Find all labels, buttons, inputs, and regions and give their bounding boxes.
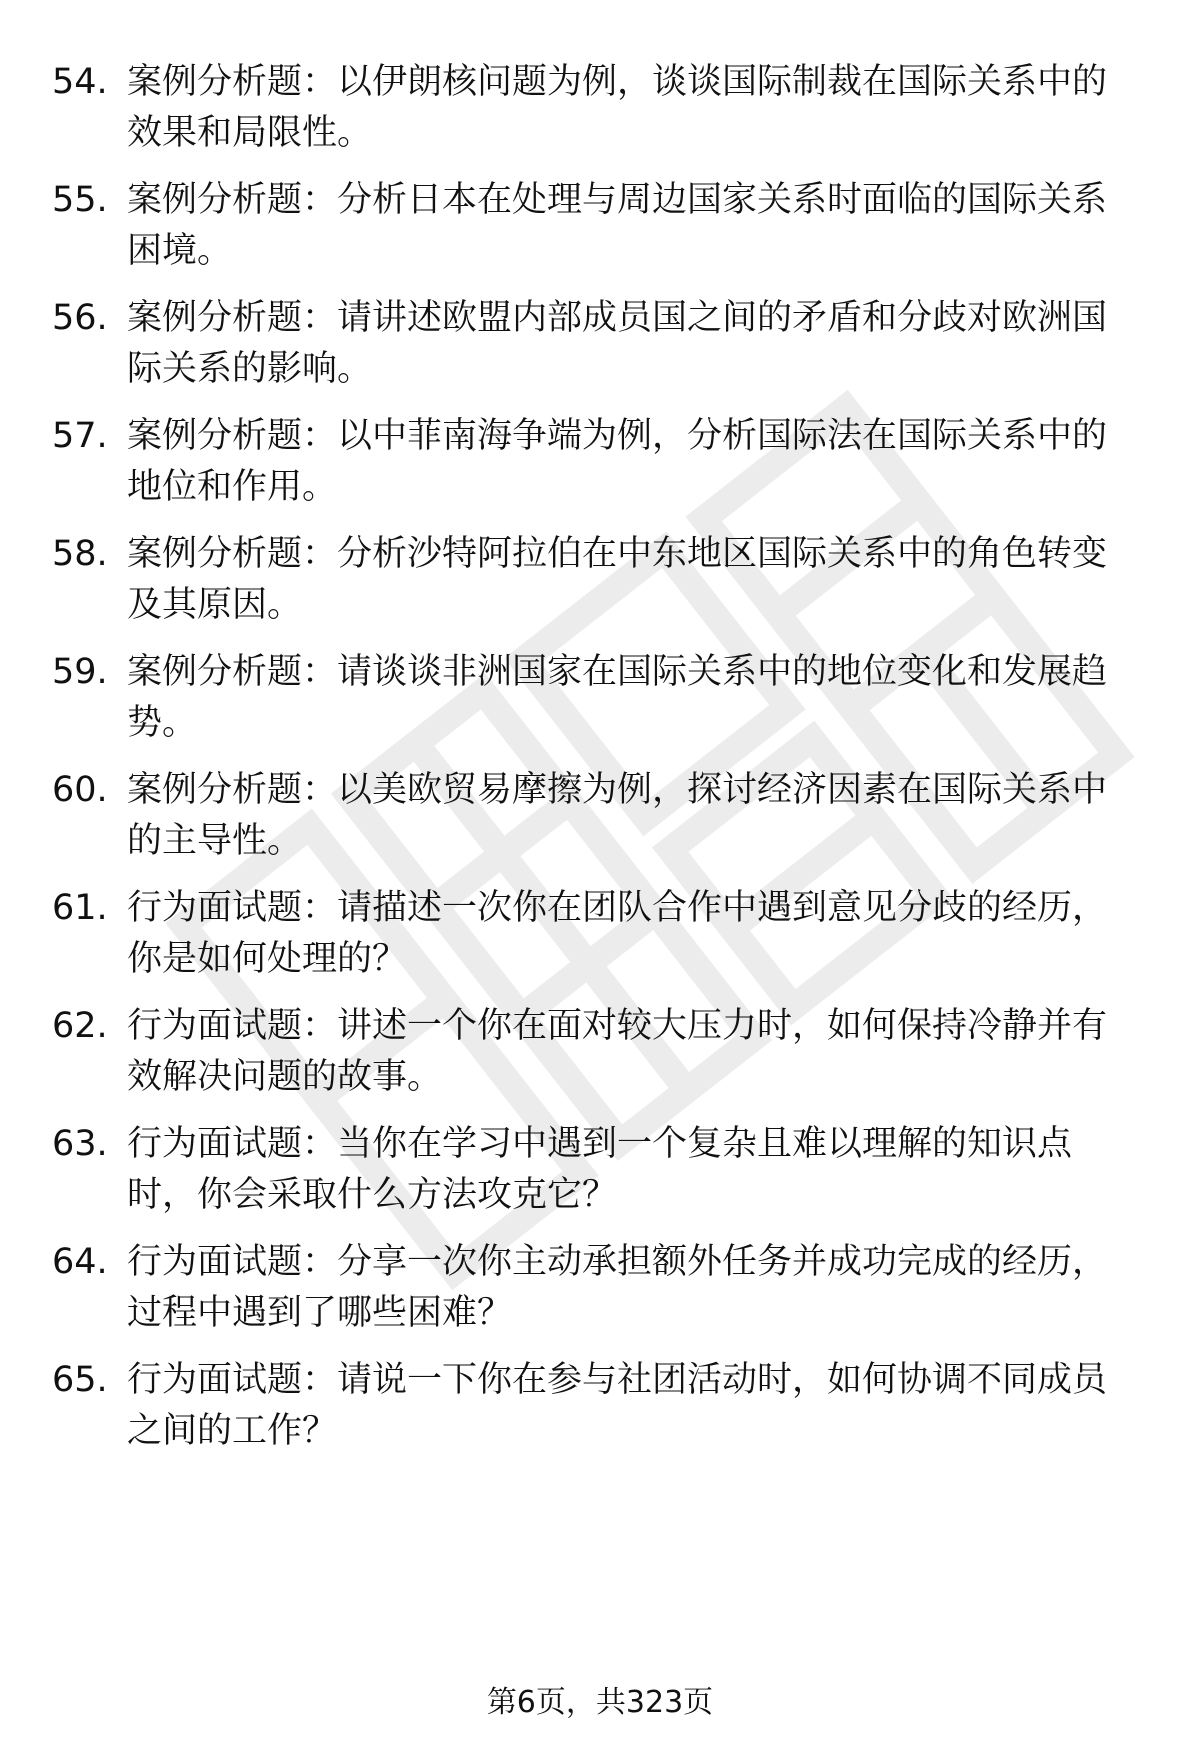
question-text-line: 行为面试题：请描述一次你在团队合作中遇到意见分歧的经历， (127, 888, 1108, 928)
question-number: 65. (52, 1360, 108, 1400)
question-item (0, 883, 1200, 983)
question-text-line: 行为面试题：分享一次你主动承担额外任务并成功完成的经历， (127, 1242, 1108, 1282)
question-item (0, 57, 1200, 157)
question-text-line: 案例分析题：请讲述欧盟内部成员国之间的矛盾和分歧对欧洲国 (127, 298, 1108, 338)
question-text-line: 时，你会采取什么方法攻克它？ (127, 1175, 618, 1215)
question-item (0, 411, 1200, 511)
question-item (0, 1001, 1200, 1101)
question-text-line: 案例分析题：请谈谈非洲国家在国际关系中的地位变化和发展趋 (127, 652, 1108, 692)
question-text-line: 案例分析题：以伊朗核问题为例，谈谈国际制裁在国际关系中的 (127, 62, 1108, 102)
question-text-line: 行为面试题：当你在学习中遇到一个复杂且难以理解的知识点 (127, 1124, 1073, 1164)
question-item (0, 175, 1200, 275)
page-number-footer: 第6页，共323页 (486, 1685, 714, 1720)
question-number: 57. (52, 416, 108, 456)
question-text-line: 际关系的影响。 (127, 349, 373, 389)
question-text-line: 的主导性。 (127, 821, 303, 861)
question-number: 61. (52, 888, 108, 928)
question-text-line: 过程中遇到了哪些困难？ (127, 1293, 513, 1333)
question-text-line: 效果和局限性。 (127, 113, 373, 153)
question-number: 56. (52, 298, 108, 338)
question-number: 58. (52, 534, 108, 574)
question-number: 54. (52, 62, 108, 102)
question-text-line: 及其原因。 (127, 585, 303, 625)
question-number: 60. (52, 770, 108, 810)
question-text-line: 之间的工作？ (127, 1411, 338, 1451)
question-number: 63. (52, 1124, 108, 1164)
question-item (0, 765, 1200, 865)
question-text-line: 案例分析题：以中菲南海争端为例，分析国际法在国际关系中的 (127, 416, 1108, 456)
question-text-line: 势。 (127, 703, 198, 743)
question-item (0, 529, 1200, 629)
question-number: 55. (52, 180, 108, 220)
question-item (0, 647, 1200, 747)
question-text-line: 困境。 (127, 231, 233, 271)
question-text-line: 案例分析题：分析沙特阿拉伯在中东地区国际关系中的角色转变 (127, 534, 1108, 574)
question-text-line: 效解决问题的故事。 (127, 1057, 443, 1097)
question-text-line: 案例分析题：分析日本在处理与周边国家关系时面临的国际关系 (127, 180, 1108, 220)
question-number: 64. (52, 1242, 108, 1282)
question-number: 59. (52, 652, 108, 692)
question-item (0, 1119, 1200, 1219)
question-text-line: 行为面试题：讲述一个你在面对较大压力时，如何保持冷静并有 (127, 1006, 1108, 1046)
question-text-line: 行为面试题：请说一下你在参与社团活动时，如何协调不同成员 (127, 1360, 1108, 1400)
question-text-line: 案例分析题：以美欧贸易摩擦为例，探讨经济因素在国际关系中 (127, 770, 1108, 810)
question-item (0, 293, 1200, 393)
question-item (0, 1237, 1200, 1337)
question-item (0, 1355, 1200, 1455)
question-number: 62. (52, 1006, 108, 1046)
question-text-line: 你是如何处理的？ (127, 939, 408, 979)
question-text-line: 地位和作用。 (127, 467, 338, 507)
